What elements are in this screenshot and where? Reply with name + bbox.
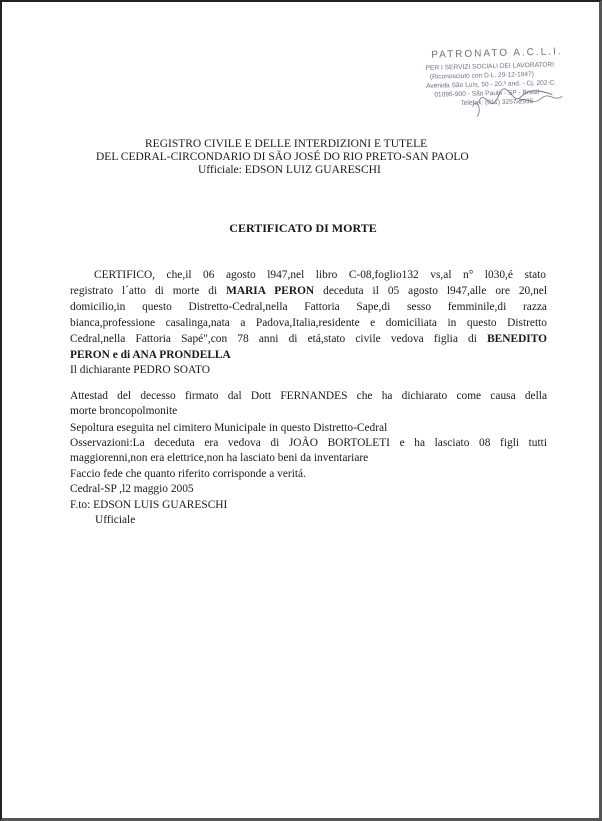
attestation-of-truth: Faccio fede che quanto riferito corrisponde a veritá. <box>70 468 306 480</box>
header-line-2: DEL CEDRAL-CIRCONDARIO DI SÃO JOSÉ DO RIO PRETO-SAN PAOLO <box>96 151 469 163</box>
stamp-line-5: Telefax: (011) 3257-2935 <box>460 98 534 107</box>
stamp-title: PATRONATO A.C.L.I. <box>431 46 563 61</box>
parents-names: PERON e di ANA PRONDELLA <box>70 349 231 361</box>
stamp-line-1: PER I SERVIZI SOCIALI DEI LAVORATORI <box>425 61 555 72</box>
header-line-1: REGISTRO CIVILE E DELLE INTERDIZIONI E TUTELE <box>145 138 428 150</box>
body-line-2 <box>70 285 547 297</box>
body-text: deceduta il 05 agosto l947,alle ore 20,nel <box>314 285 547 297</box>
observations-line-2: maggiorenni,non era elettrice,non ha lasciato beni da inventariare <box>70 452 369 464</box>
body-text: Cedral,nella Fattoria Sapé",con 78 anni di etá,stato civile vedova figlia di <box>70 333 488 345</box>
signature-line: F.to: EDSON LUIS GUARESCHI <box>70 499 228 511</box>
stamp-line-3: Avenida São Luís, 50 - 20.º and. - Cj. 202-C <box>425 79 555 90</box>
body-text: registrato l´atto di morte di <box>70 285 227 297</box>
body-line-5 <box>70 333 547 345</box>
header-officer: Ufficiale: EDSON LUIZ GUARESCHI <box>198 164 381 176</box>
stamp-line-2: (Riconosciuto con D.L. 29-12-1947) <box>429 71 535 81</box>
officer-role: Ufficiale <box>95 514 136 526</box>
attestation-line-1: Attestad del decesso firmato dal Dott FERNANDES che ha dichiarato come causa della <box>70 390 547 402</box>
observations-line-1: Osservazioni:La deceduta era vedova di JOÃO BORTOLETI e ha lasciato 08 figli tutti <box>70 437 547 449</box>
certificate-title: CERTIFICATO DI MORTE <box>229 221 377 235</box>
stamp-line-4: 01095-900 - São Paulo - SP - Brasil <box>434 88 540 99</box>
patronato-stamp <box>411 44 583 120</box>
body-line-3: domicilio,in questo Distretto-Cedral,nella Fattoria Sape,di sesso femminile,di razza <box>70 301 547 313</box>
body-line-1: CERTIFICO, che,il 06 agosto l947,nel libro C-08,foglio132 vs,al n° l030,é stato <box>94 269 546 281</box>
body-line-4: bianca,professione casalinga,nata a Padova,Italia,residente e domiciliata in questo Distretto <box>70 317 547 329</box>
place-date: Cedral-SP ,l2 maggio 2005 <box>70 483 194 495</box>
father-name: BENEDITO <box>487 333 547 345</box>
burial-line: Sepoltura eseguita nel cimitero Municipale in questo Distretto-Cedral <box>70 422 388 434</box>
attestation-line-2: morte broncopolmonite <box>70 405 178 417</box>
declarant-line: Il dichiarante PEDRO SOATO <box>70 364 210 376</box>
deceased-name: MARIA PERON <box>226 285 315 297</box>
